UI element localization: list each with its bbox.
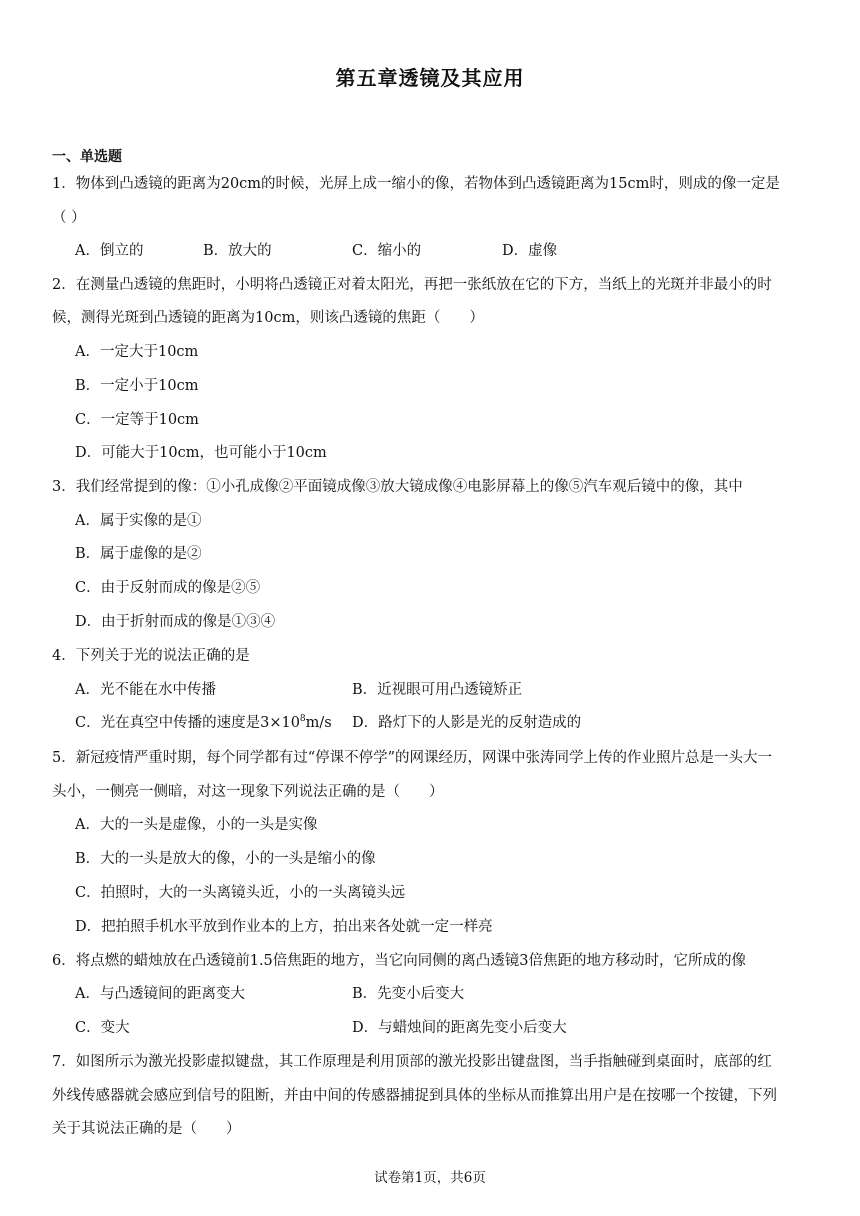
q1-option-d: D．虚像 bbox=[502, 243, 558, 259]
q2-stem-line1: 2．在测量凸透镜的焦距时，小明将凸透镜正对着太阳光，再把一张纸放在它的下方，当纸上的光斑并非最小的时 bbox=[52, 277, 772, 293]
q2-option-d: D．可能大于10cm，也可能小于10cm bbox=[75, 445, 327, 461]
q4-option-c-unit: m/s bbox=[305, 715, 332, 731]
q3-option-c: C．由于反射而成的像是②⑤ bbox=[75, 580, 261, 596]
q4-option-a: A．光不能在水中传播 bbox=[75, 682, 216, 698]
q1-option-c: C．缩小的 bbox=[352, 243, 422, 259]
q3-option-a: A．属于实像的是① bbox=[75, 513, 202, 529]
q3-option-b: B．属于虚像的是② bbox=[75, 546, 202, 562]
q1-stem-line2: （ ） bbox=[52, 210, 86, 226]
q5-stem-line2: 头小，一侧亮一侧暗，对这一现象下列说法正确的是（ ） bbox=[52, 784, 444, 800]
q4-option-c-exponent: 8 bbox=[299, 714, 306, 725]
q5-stem-line1: 5．新冠疫情严重时期，每个同学都有过“停课不停学”的网课经历，网课中张涛同学上传的作业照片总是一头大一 bbox=[52, 750, 773, 766]
q6-option-c: C．变大 bbox=[75, 1020, 130, 1036]
q1-option-a: A．倒立的 bbox=[75, 243, 144, 259]
q6-option-d: D．与蜡烛间的距离先变小后变大 bbox=[352, 1020, 567, 1036]
page-title: 第五章透镜及其应用 bbox=[335, 66, 525, 90]
q3-stem-line1: 3．我们经常提到的像：①小孔成像②平面镜成像③放大镜成像④电影屏幕上的像⑤汽车观后镜中的像，其中 bbox=[52, 479, 743, 495]
section-heading: 一、单选题 bbox=[52, 149, 122, 165]
q2-option-c: C．一定等于10cm bbox=[75, 412, 199, 428]
q7-stem-line3: 关于其说法正确的是（ ） bbox=[52, 1121, 241, 1137]
q5-option-d: D．把拍照手机水平放到作业本的上方，拍出来各处就一定一样亮 bbox=[75, 919, 493, 935]
q4-stem-line1: 4．下列关于光的说法正确的是 bbox=[52, 648, 250, 664]
q7-stem-line1: 7．如图所示为激光投影虚拟键盘，其工作原理是利用顶部的激光投影出键盘图，当手指触碰到桌面时，底部的红 bbox=[52, 1054, 772, 1070]
q3-option-d: D．由于折射而成的像是①③④ bbox=[75, 614, 276, 630]
q1-stem-line1: 1．物体到凸透镜的距离为20cm的时候，光屏上成一缩小的像，若物体到凸透镜距离为15cm时，则成的像一定是 bbox=[52, 176, 780, 192]
q5-option-a: A．大的一头是虚像，小的一头是实像 bbox=[75, 817, 318, 833]
q5-option-b: B．大的一头是放大的像，小的一头是缩小的像 bbox=[75, 851, 376, 867]
q2-option-b: B．一定小于10cm bbox=[75, 378, 199, 394]
q5-option-c: C．拍照时，大的一头离镜头近，小的一头离镜头远 bbox=[75, 885, 406, 901]
q7-stem-line2: 外线传感器就会感应到信号的阻断，并由中间的传感器捕捉到具体的坐标从而推算出用户是在按哪一个按键，下列 bbox=[52, 1088, 777, 1104]
q1-option-b: B．放大的 bbox=[203, 243, 272, 259]
q6-option-a: A．与凸透镜间的距离变大 bbox=[75, 986, 245, 1002]
q6-stem-line1: 6．将点燃的蜡烛放在凸透镜前1.5倍焦距的地方，当它向同侧的离凸透镜3倍焦距的地方移动时，它所成的像 bbox=[52, 953, 747, 969]
q2-stem-line2: 候，测得光斑到凸透镜的距离为10cm，则该凸透镜的焦距（ ） bbox=[52, 310, 484, 326]
q6-option-b: B．先变小后变大 bbox=[352, 986, 465, 1002]
q4-option-c bbox=[75, 713, 332, 733]
q2-option-a: A．一定大于10cm bbox=[75, 344, 199, 360]
q4-option-b: B．近视眼可用凸透镜矫正 bbox=[352, 682, 523, 698]
q4-option-c-text: C．光在真空中传播的速度是3×10 bbox=[75, 715, 300, 731]
q4-option-d: D．路灯下的人影是光的反射造成的 bbox=[352, 715, 582, 731]
page-footer: 试卷第1页，共6页 bbox=[374, 1170, 486, 1186]
